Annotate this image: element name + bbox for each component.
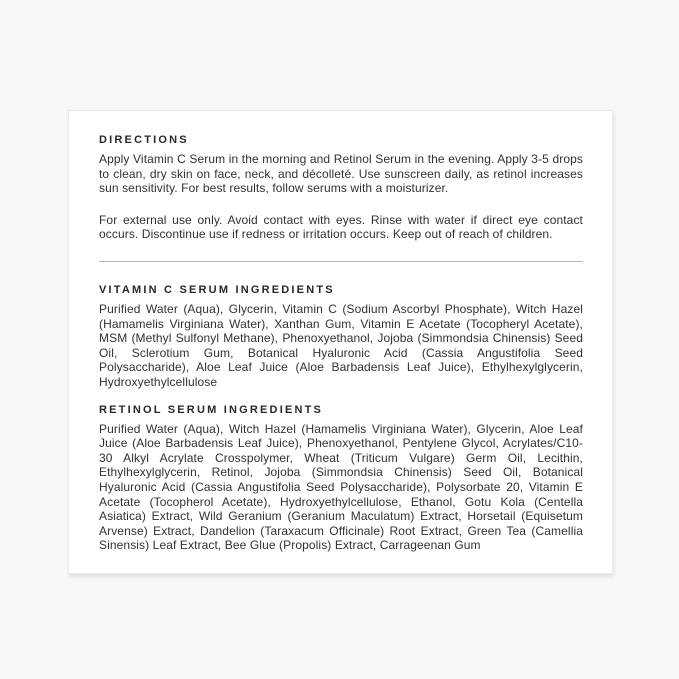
product-label-card (68, 110, 613, 574)
retinol-ingredients-section (99, 404, 583, 553)
directions-section (99, 134, 583, 242)
directions-usage-paragraph: Apply Vitamin C Serum in the morning and Retinol Serum in the evening. Apply 3-5 drops to clean, dry skin on face, neck, and décolleté. Use sunscreen daily, as retinol increases sun sensitivity. For best results, follow serums with a moisturizer. (99, 152, 583, 196)
vitamin-c-ingredients-heading: VITAMIN C SERUM INGREDIENTS (99, 283, 335, 296)
vitamin-c-ingredients-section (99, 284, 583, 390)
directions-warning-paragraph: For external use only. Avoid contact with eyes. Rinse with water if direct eye contact occurs. Discontinue use if redness or irritation occurs. Keep out of reach of children. (99, 212, 583, 242)
retinol-ingredients-heading: RETINOL SERUM INGREDIENTS (99, 403, 324, 416)
directions-heading: DIRECTIONS (99, 134, 189, 146)
retinol-ingredients-text: Purified Water (Aqua), Witch Hazel (Hamamelis Virginiana Water), Glycerin, Aloe Leaf Juice (Aloe Barbadensis Leaf Juice), Phenoxyethanol, Pentylene Glycol, Acrylates/C10-30 Alkyl Acrylate Crosspolymer, Wheat (Triticum Vulgare) Germ Oil, Lecithin, Ethylhexylglycerin, Retinol, Jojoba (Simmondsia Chinensis) Seed Oil, Botanical Hyaluronic Acid (Cassia Angustifolia Seed Polysaccharide), Polysorbate 20, Vitamin E Acetate (Tocopherol Acetate), Hydroxyethylcellulose, Ethanol, Gotu Kola (Centella Asiatica) Extract, Wild Geranium (Geranium Maculatum) Extract, Horsetail (Equisetum Arvense) Extract, Dandelion (Taraxacum Officinale) Root Extract, Green Tea (Camellia Sinensis) Leaf Extract, Bee Glue (Propolis) Extract, Carrageenan Gum (99, 421, 583, 553)
vitamin-c-ingredients-text: Purified Water (Aqua), Glycerin, Vitamin C (Sodium Ascorbyl Phosphate), Witch Hazel (Hamamelis Virginiana Water), Xanthan Gum, Vitamin E Acetate (Tocopheryl Acetate), MSM (Methyl Sulfonyl Methane), Phenoxyethanol, Jojoba (Simmondsia Chinensis) Seed Oil, Sclerotium Gum, Botanical Hyaluronic Acid (Cassia Angustifolia Seed Polysaccharide), Aloe Leaf Juice (Aloe Barbadensis Leaf Juice), Ethylhexylglycerin, Hydroxyethylcellulose (99, 301, 583, 389)
section-divider (99, 261, 583, 262)
